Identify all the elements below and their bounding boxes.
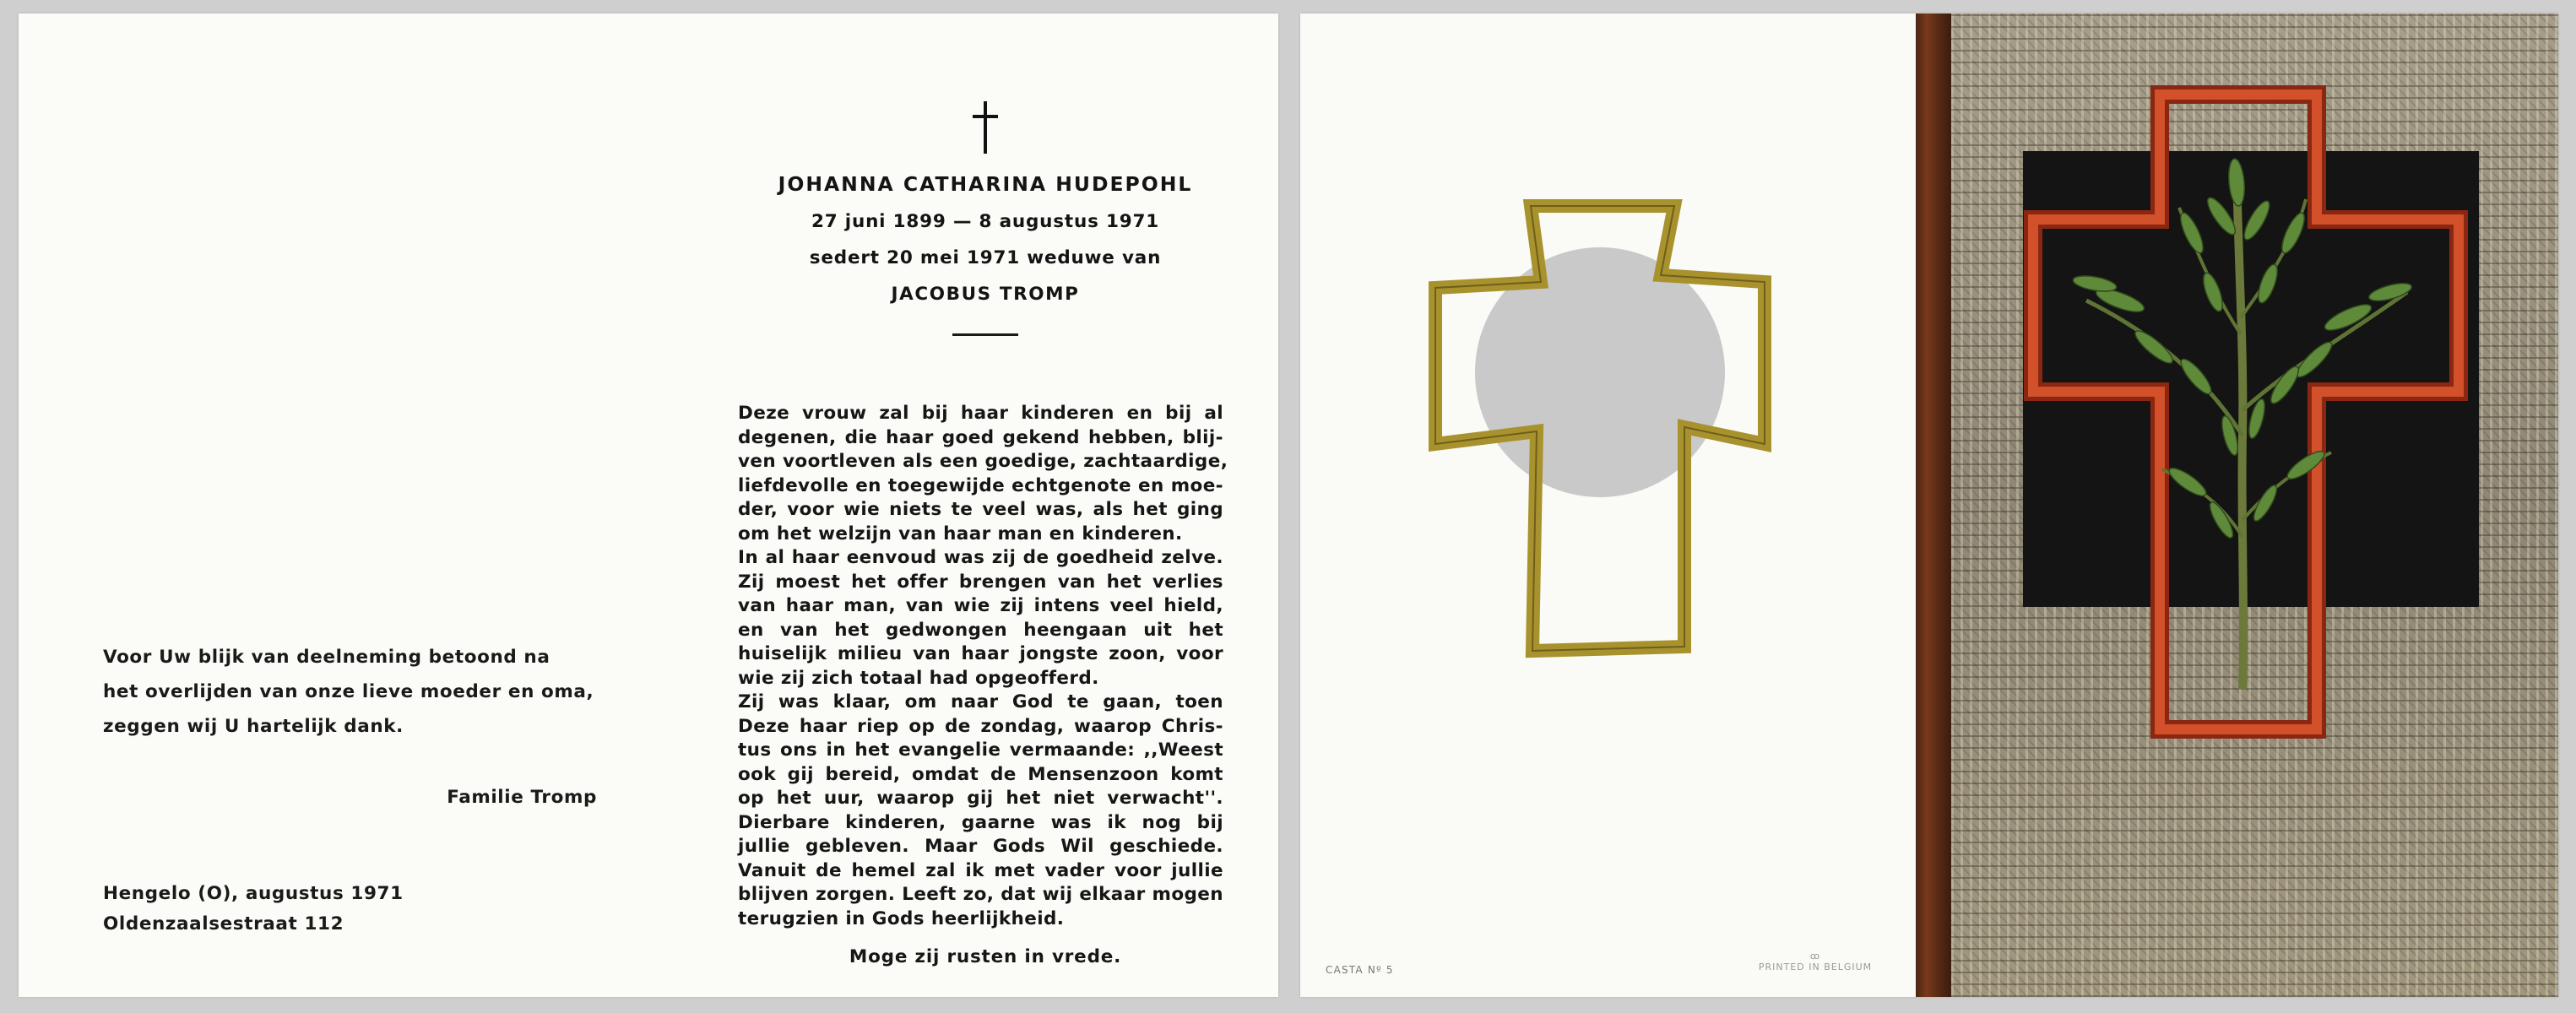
memorial-text-line: Dierbare kinderen, gaarne was ik nog bij bbox=[738, 811, 1223, 833]
memorial-text-line: en van het gedwongen heengaan uit het bbox=[738, 619, 1223, 641]
card-outer-spread bbox=[1300, 14, 2558, 997]
memorial-text-line: degenen, die haar goed gekend hebben, blij- bbox=[738, 426, 1223, 448]
front-artwork bbox=[1951, 14, 2558, 997]
publisher-mark: CASTA Nº 5 bbox=[1326, 964, 1394, 976]
memorial-text bbox=[738, 402, 1228, 931]
memorial-text-line: tus ons in het evangelie vermaande: ,,Weest bbox=[738, 739, 1223, 761]
ack-line: het overlijden van onze lieve moeder en oma, bbox=[103, 681, 594, 702]
cross-icon bbox=[968, 98, 1002, 157]
memorial-text-line: jullie gebleven. Maar Gods Wil geschiede. bbox=[738, 836, 1223, 857]
back-panel bbox=[1300, 14, 1916, 997]
printed-in-label bbox=[1752, 951, 1879, 972]
memorial-text-line: Vanuit de hemel zal ik met vader voor jullie bbox=[738, 859, 1223, 881]
gold-cross-icon bbox=[1427, 191, 1773, 664]
husband-name: JACOBUS TROMP bbox=[891, 284, 1080, 305]
deceased-name: JOHANNA CATHARINA HUDEPOHL bbox=[778, 172, 1193, 196]
memorial-text-line: ook gij bereid, omdat de Mensenzoon komt bbox=[738, 763, 1223, 785]
memorial-text-line: liefdevolle en toegewijde echtgenote en moe- bbox=[738, 474, 1223, 496]
memorial-text-line: ven voortleven als een goedige, zachtaardige, bbox=[738, 451, 1228, 472]
place-and-address bbox=[103, 879, 610, 940]
memorial-text-line: van haar man, van wie zij intens veel hield, bbox=[738, 595, 1223, 616]
printed-in-text: PRINTED IN BELGIUM bbox=[1758, 962, 1873, 972]
memorial-text-line: om het welzijn van haar man en kinderen. bbox=[738, 523, 1183, 544]
wood-border bbox=[1916, 14, 1951, 997]
acknowledgement-text bbox=[103, 640, 597, 744]
life-dates: 27 juni 1899 — 8 augustus 1971 bbox=[811, 211, 1159, 232]
divider bbox=[952, 333, 1018, 336]
card-inner-spread bbox=[19, 14, 1278, 997]
closing-line: Moge zij rusten in vrede. bbox=[849, 946, 1122, 967]
memorial-text-line: In al haar eenvoud was zij de goedheid zelve. bbox=[738, 547, 1223, 568]
printer-logo: ꝏ bbox=[1809, 951, 1821, 962]
memorial-text-line: terugzien in Gods heerlijkheid. bbox=[738, 907, 1065, 929]
memorial-text-line: blijven zorgen. Leeft zo, dat wij elkaar mogen bbox=[738, 884, 1223, 905]
memorial-text-line: wie zij zich totaal had opgeofferd. bbox=[738, 667, 1099, 689]
widow-line: sedert 20 mei 1971 weduwe van bbox=[809, 247, 1162, 268]
memorial-header bbox=[732, 98, 1239, 336]
street-address: Oldenzaalsestraat 112 bbox=[103, 913, 344, 934]
memorial-text-line: Zij was klaar, om naar God te gaan, toen bbox=[738, 691, 1223, 712]
family-signature: Familie Tromp bbox=[447, 787, 597, 808]
memorial-text-line: Deze vrouw zal bij haar kinderen en bij al bbox=[738, 403, 1223, 424]
memorial-text-line: Zij moest het offer brengen van het verlies bbox=[738, 571, 1223, 593]
memorial-text-line: huiselijk milieu van haar jongste zoon, voor bbox=[738, 643, 1223, 664]
memorial-text-line: der, voor wie niets te veel was, als het ging bbox=[738, 499, 1223, 520]
place-date: Hengelo (O), augustus 1971 bbox=[103, 883, 404, 904]
memorial-text-line: op het uur, waarop gij het niet verwacht''. bbox=[738, 788, 1223, 809]
memorial-text-line: Deze haar riep op de zondag, waarop Chris- bbox=[738, 715, 1223, 737]
ack-line: Voor Uw blijk van deelneming betoond na bbox=[103, 647, 550, 668]
ack-line: zeggen wij U hartelijk dank. bbox=[103, 716, 404, 737]
